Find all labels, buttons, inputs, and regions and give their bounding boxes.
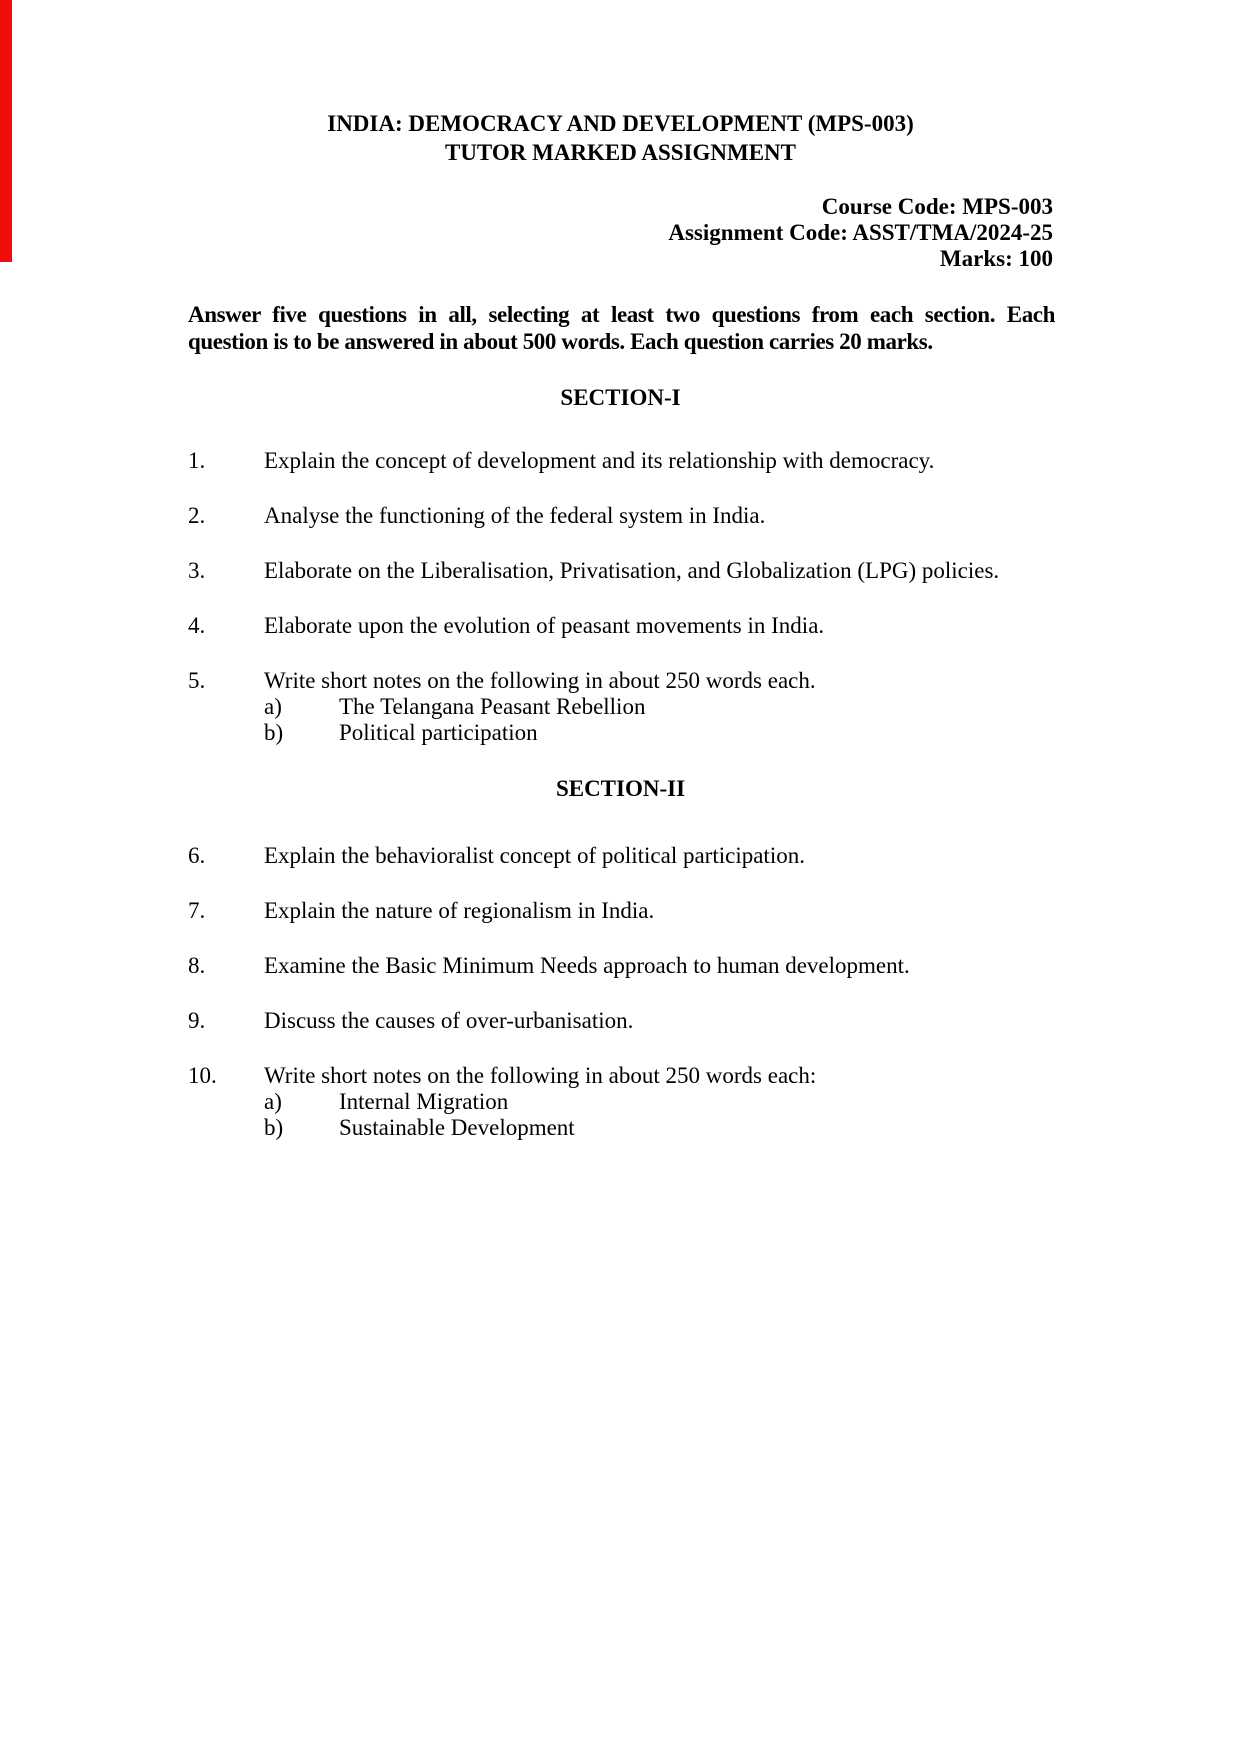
assignment-instructions: Answer five questions in all, selecting at least two questions from each section. Each question is to be answered in about 500 words. Each question carries 20 marks. (188, 302, 1055, 354)
marks-total: Marks: 100 (939, 246, 1053, 271)
question-number: 9. (188, 1008, 206, 1033)
question-5-subitems (264, 694, 1055, 746)
subitem-text: The Telangana Peasant Rebellion (339, 694, 646, 719)
question-text: Elaborate on the Liberalisation, Privatisation, and Globalization (LPG) policies. (264, 558, 1000, 583)
question-7 (188, 897, 1055, 924)
section-1-heading: SECTION-I (560, 385, 681, 410)
question-10 (188, 1062, 1055, 1089)
question-number: 7. (188, 898, 206, 923)
question-number: 5. (188, 668, 206, 693)
question-6 (188, 842, 1055, 869)
question-number: 2. (188, 503, 206, 528)
section-2-heading: SECTION-II (555, 776, 686, 801)
question-9 (188, 1007, 1055, 1034)
question-text: Write short notes on the following in about 250 words each. (264, 668, 816, 693)
question-number: 8. (188, 953, 206, 978)
subitem-text: Internal Migration (339, 1089, 509, 1114)
subitem-letter: b) (264, 1115, 284, 1140)
question-2 (188, 502, 1055, 529)
subitem-letter: a) (264, 1089, 282, 1114)
question-text: Explain the concept of development and its relationship with democracy. (264, 448, 935, 473)
question-text: Explain the behavioralist concept of political participation. (264, 843, 805, 868)
subitem-10a (264, 1089, 1055, 1115)
title-line-2: TUTOR MARKED ASSIGNMENT (444, 140, 797, 165)
question-number: 1. (188, 448, 206, 473)
subitem-text: Political participation (339, 720, 538, 745)
course-meta-block (0, 194, 1241, 272)
question-text: Discuss the causes of over-urbanisation. (264, 1008, 634, 1033)
question-text: Examine the Basic Minimum Needs approach to human development. (264, 953, 910, 978)
question-text: Explain the nature of regionalism in India. (264, 898, 655, 923)
question-number: 10. (188, 1063, 217, 1088)
document-title (0, 109, 1241, 167)
subitem-10b (264, 1115, 1055, 1141)
question-10-subitems (264, 1089, 1055, 1141)
question-8 (188, 952, 1055, 979)
question-number: 3. (188, 558, 206, 583)
course-code: Course Code: MPS-003 (821, 194, 1053, 219)
left-edge-red-marker (0, 0, 12, 262)
subitem-text: Sustainable Development (339, 1115, 575, 1140)
question-number: 6. (188, 843, 206, 868)
question-3 (188, 557, 1055, 584)
question-1 (188, 447, 1055, 474)
question-number: 4. (188, 613, 206, 638)
assignment-code: Assignment Code: ASST/TMA/2024-25 (668, 220, 1053, 245)
subitem-5b (264, 720, 1055, 746)
question-text: Write short notes on the following in about 250 words each: (264, 1063, 817, 1088)
title-line-1: INDIA: DEMOCRACY AND DEVELOPMENT (MPS-003) (327, 111, 914, 136)
question-4 (188, 612, 1055, 639)
question-5 (188, 667, 1055, 694)
subitem-letter: b) (264, 720, 284, 745)
subitem-letter: a) (264, 694, 282, 719)
question-text: Elaborate upon the evolution of peasant movements in India. (264, 613, 825, 638)
subitem-5a (264, 694, 1055, 720)
question-text: Analyse the functioning of the federal system in India. (264, 503, 766, 528)
